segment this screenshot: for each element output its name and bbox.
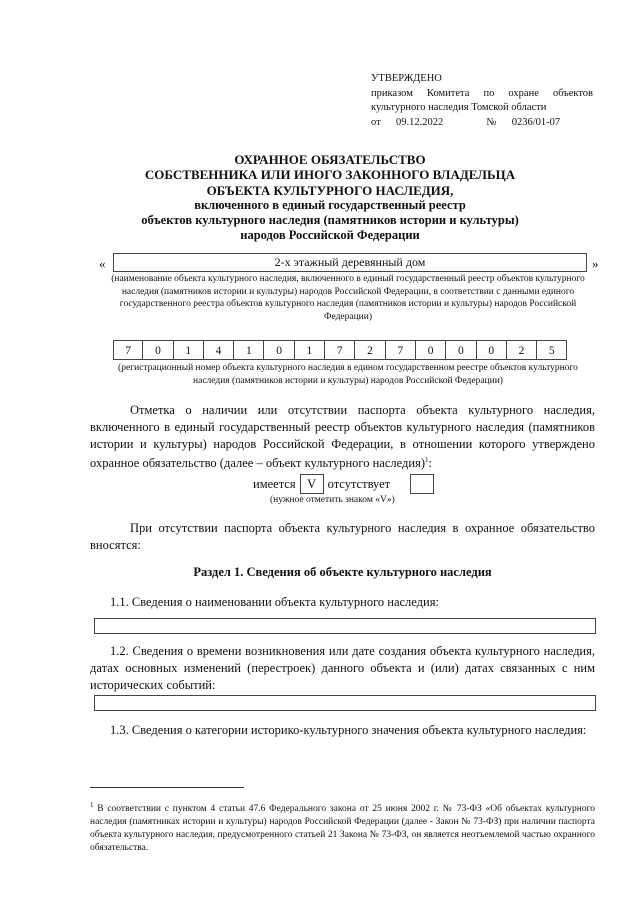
reg-digit[interactable]: 0	[446, 340, 476, 360]
footnote-mark: 1	[90, 801, 94, 809]
quote-close: »	[592, 256, 599, 271]
reg-digit[interactable]: 1	[234, 340, 264, 360]
approval-block	[371, 72, 593, 130]
reg-digit[interactable]: 5	[537, 340, 567, 360]
passport-caption: (нужное отметить знаком «V»)	[270, 495, 395, 505]
title-line5: объектов культурного наследия (памятников истории и культуры)	[141, 213, 519, 228]
reg-digit[interactable]: 1	[174, 340, 204, 360]
approval-date: 09.12.2022	[395, 116, 444, 128]
reg-number-field[interactable]	[113, 340, 567, 360]
item-1-3: 1.3. Сведения о категории историко-культурного значения объекта культурного наследия:	[110, 723, 587, 737]
approval-from-label: от	[371, 116, 381, 128]
passport-paragraph-text: Отметка о наличии или отсутствии паспорта объекта культурного наследия, включенного в единый государственный реестр объектов культурного наследия (памятников истории и культуры) народов Российской Федерации, в отношении которого утверждено охранное обязательство (далее – объект культурного наследия)	[90, 403, 595, 471]
reg-digit[interactable]: 7	[325, 340, 355, 360]
document-title	[80, 152, 580, 244]
approval-line1: УТВЕРЖДЕНО	[371, 73, 442, 84]
reg-digit[interactable]: 0	[264, 340, 294, 360]
absent-checkbox[interactable]	[410, 474, 434, 494]
name-info-field[interactable]	[94, 618, 596, 634]
footnote-ref[interactable]: 1	[424, 456, 429, 465]
title-line6: народов Российской Федерации	[240, 228, 420, 243]
footnote-divider	[90, 787, 244, 788]
reg-digit[interactable]: 4	[204, 340, 234, 360]
reg-number-caption: (регистрационный номер объекта культурного наследия в едином государственном реестре объектов культурного наследия (памятников истории и культуры) народов Российской Федерации)	[118, 363, 578, 386]
reg-digit[interactable]: 7	[386, 340, 416, 360]
object-name-field[interactable]: 2-х этажный деревянный дом	[113, 253, 587, 272]
object-name-caption: (наименование объекта культурного наследия, включенного в единый государственный реестр объектов культурного наследия (памятников истории и культуры) народов Российской Федерации, в соответствии с данными единого государственного реестра объектов культурного наследия (памятников истории и культуры) народов Российской Федерации)	[111, 274, 585, 322]
reg-digit[interactable]: 0	[416, 340, 446, 360]
title-line2: СОБСТВЕННИКА ИЛИ ИНОГО ЗАКОННОГО ВЛАДЕЛЬЦА	[144, 167, 516, 183]
footnote-text: В соответствии с пунктом 4 статьи 47.6 Федерального закона от 25 июня 2002 г. № 73-ФЗ «Об объектах культурного наследия (памятниках истории и культуры) народов Российской Федерации (далее - Закон № 73-ФЗ) при наличии паспорта объекта культурного наследия, предусмотренного статьей 21 Закона № 73-ФЗ, он является неотъемлемой частью охранного обязательства.	[90, 804, 595, 854]
approval-number: 0236/01-07	[511, 116, 561, 128]
passport-paragraph-end: :	[428, 456, 432, 471]
passport-choice	[253, 474, 434, 494]
section1-title: Раздел 1. Сведения об объекте культурного наследия	[193, 565, 492, 579]
passport-paragraph	[90, 402, 595, 472]
footnote	[90, 799, 595, 855]
approval-line4	[371, 116, 593, 131]
reg-digit[interactable]: 0	[143, 340, 173, 360]
present-label: имеется	[253, 476, 296, 491]
approval-number-label: №	[486, 116, 497, 128]
present-checkbox[interactable]: V	[300, 474, 324, 494]
quote-open: «	[99, 256, 106, 271]
reg-digit[interactable]: 2	[355, 340, 385, 360]
title-line1: ОХРАННОЕ ОБЯЗАТЕЛЬСТВО	[234, 152, 426, 167]
item-1-1: 1.1. Сведения о наименовании объекта культурного наследия:	[110, 595, 439, 609]
item-1-2: 1.2. Сведения о времени возникновения или дате создания объекта культурного наследия, датах основных изменений (перестроек) данного объекта и (или) датах связанных с ним исторических событий:	[90, 644, 595, 692]
approval-line3: культурного наследия Томской области	[371, 102, 547, 113]
dates-info-field[interactable]	[94, 695, 596, 711]
title-line3: ОБЪЕКТА КУЛЬТУРНОГО НАСЛЕДИЯ,	[206, 182, 454, 198]
reg-digit[interactable]: 7	[113, 340, 143, 360]
reg-digit[interactable]: 2	[507, 340, 537, 360]
absence-paragraph: При отсутствии паспорта объекта культурного наследия в охранное обязательство вносятся:	[90, 521, 595, 552]
reg-digit[interactable]: 1	[295, 340, 325, 360]
title-line4: включенного в единый государственный реестр	[194, 197, 466, 212]
absent-label: отсутствует	[327, 476, 391, 491]
reg-digit[interactable]: 0	[477, 340, 507, 360]
approval-line2: приказом Комитета по охране объектов	[371, 87, 593, 99]
